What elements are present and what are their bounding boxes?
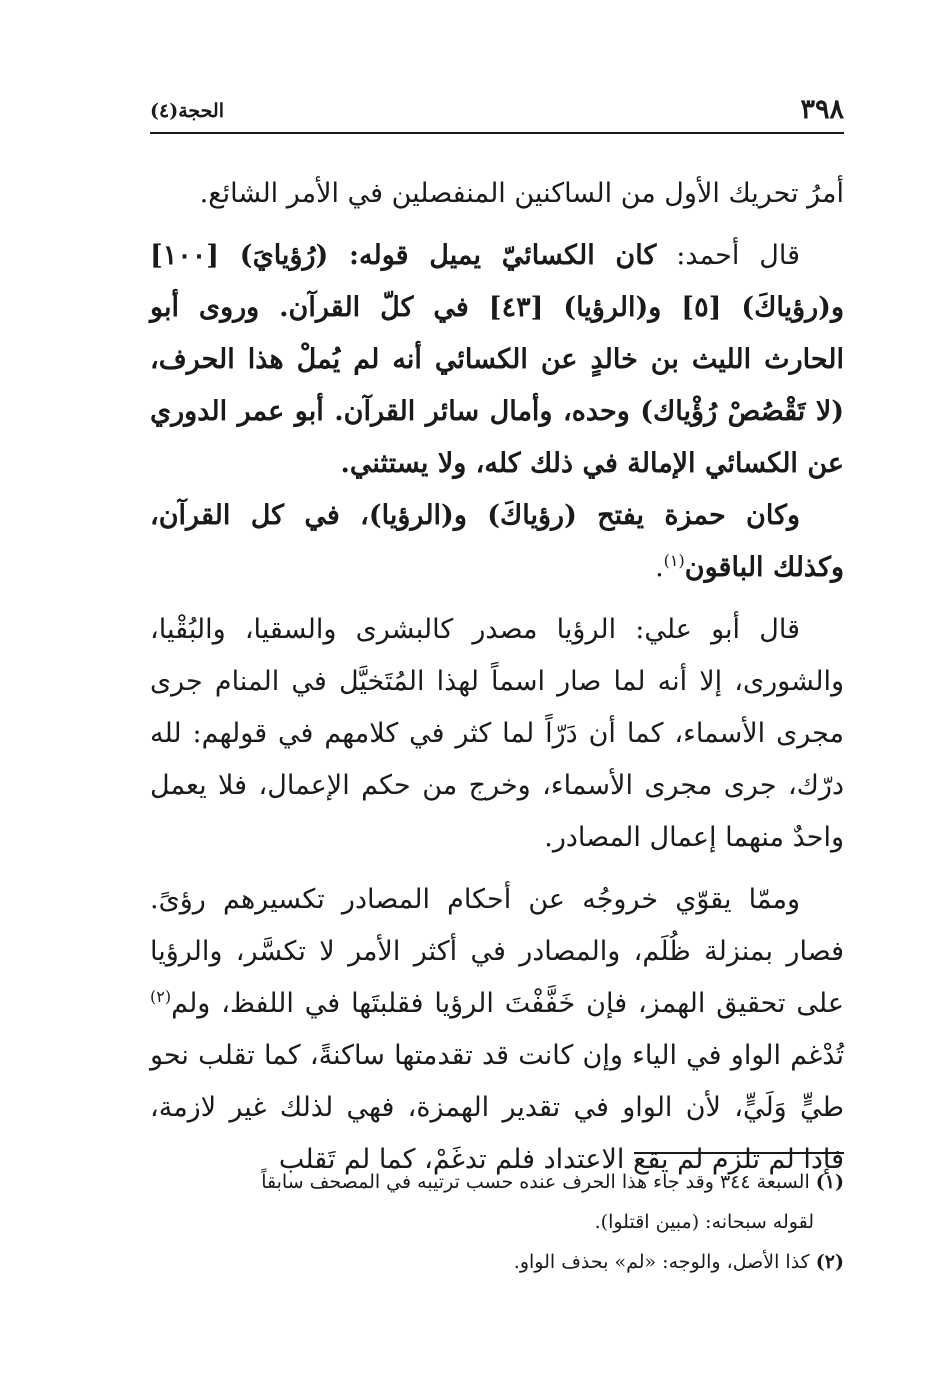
main-text [150, 168, 844, 1186]
paragraph-3-end: . [655, 552, 664, 583]
footnote-2 [150, 1242, 844, 1282]
footnote-1-text: السبعة ٣٤٤ وقد جاء هذا الحرف عنده حسب ترتيبه في المصحف سابقاً [261, 1171, 810, 1193]
footnote-marker-2: (٢) [150, 987, 172, 1006]
footnote-divider [634, 1152, 844, 1154]
paragraph-3 [150, 490, 844, 594]
paragraph-2 [150, 230, 844, 490]
footnotes [150, 1162, 844, 1282]
footnote-1 [150, 1162, 844, 1202]
paragraph-2-bold: كان الكسائيّ يميل قوله: (رُؤيايَ) [١٠٠] و(رؤياكَ) [٥] و(الرؤيا) [٤٣] في كلّ القرآن. وروى أبو الحارث الليث بن خالدٍ عن الكسائي أنه لم يُملْ هذا الحرف، (لا تَقْصُصْ رُؤْياك) وحده، وأمال سائر القرآن. أبو عمر الدوري عن الكسائي الإمالة في ذلك كله، ولا يستثني. [150, 240, 844, 479]
paragraph-5-part-b: تُدْغم الواو في الياء وإن كانت قد تقدمتها ساكنةً، كما تقلب نحو طيٍّ وَلَيٍّ، لأن الواو في تقدير الهمزة، فهي لذلك غير لازمة، فإذا لم تلزم لم يقع الاعتداد فلم تدغَمْ، كما لم تَقلب [150, 1040, 844, 1175]
paragraph-5-part-a: وممّا يقوّي خروجُه عن أحكام المصادر تكسيرهم رؤىً. فصار بمنزلة ظُلَم، والمصادر في أكثر الأمر لا تكسَّر، والرؤيا على تحقيق الهمز، فإن خَفَّفْتَ الرؤيا فقلبتَها في اللفظ، ولم [150, 884, 844, 1019]
paragraph-2-lead: قال أحمد: [676, 240, 800, 271]
footnote-marker-1: (١) [663, 551, 685, 570]
page-number: ٣٩٨ [800, 94, 844, 125]
page-header [150, 92, 844, 134]
running-title: الحجة(٤) [150, 100, 224, 122]
footnote-2-text: كذا الأصل، والوجه: «لم» بحذف الواو. [513, 1251, 810, 1273]
footnote-2-number: (٢) [815, 1251, 844, 1273]
footnote-1-number: (١) [815, 1171, 844, 1193]
paragraph-4: قال أبو علي: الرؤيا مصدر كالبشرى والسقيا، والبُقْيا، والشورى، إلا أنه لما صار اسماً لهذا المُتَخيَّل في المنام جرى مجرى الأسماء، كما أن دَرّاً لما كثر في كلامهم في قولهم: لله درّك، جرى مجرى الأسماء، وخرج من حكم الإعمال، فلا يعمل واحدٌ منهما إعمال المصادر. [150, 614, 844, 853]
paragraph-5 [150, 874, 844, 1186]
footnote-1-continuation: لقوله سبحانه: (مبين اقتلوا). [594, 1211, 814, 1233]
paragraph-1: أمرُ تحريك الأول من الساكنين المنفصلين في الأمر الشائع. [199, 178, 844, 209]
paragraph-3-bold: وكان حمزة يفتح (رؤياكَ) و(الرؤيا)، في كل القرآن، وكذلك الباقون [150, 500, 844, 583]
book-page [150, 0, 844, 1378]
